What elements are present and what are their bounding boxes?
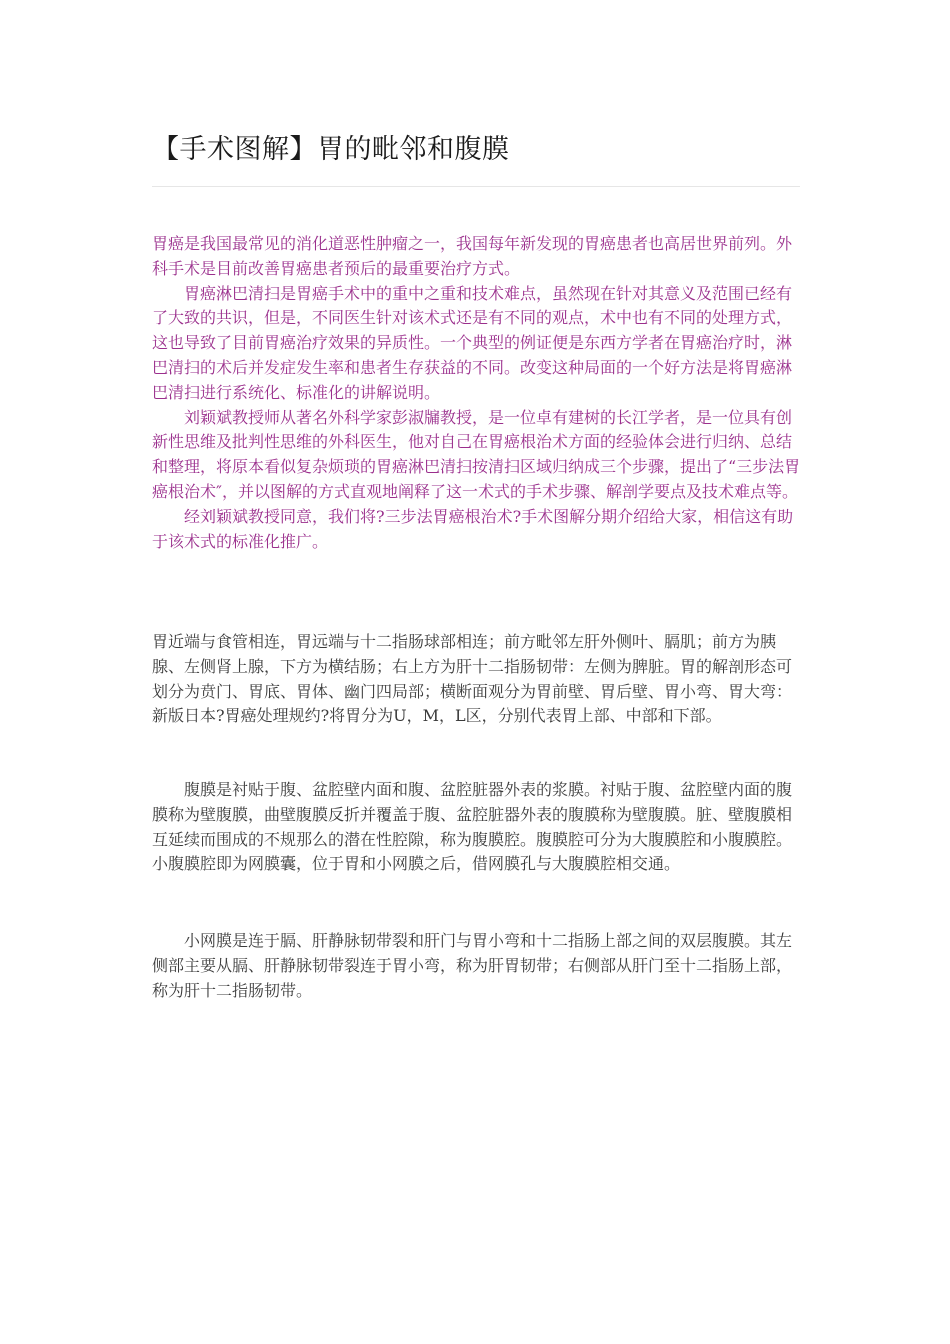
anatomy-section bbox=[152, 630, 802, 729]
intro-paragraph-3: 刘颖斌教授师从著名外科学家彭淑牖教授，是一位卓有建树的长江学者，是一位具有创新性思维及批判性思维的外科医生，他对自己在胃癌根治术方面的经验体会进行归纳、总结和整理，将原本看似复杂烦琐的胃癌淋巴清扫按清扫区域归纳成三个步骤，提出了“三步法胃癌根治术″，并以图解的方式直观地阐释了这一术式的手术步骤、解剖学要点及技术难点等。 bbox=[152, 407, 801, 501]
anatomy-paragraph: 胃近端与食管相连，胃远端与十二指肠球部相连；前方毗邻左肝外侧叶、膈肌；前方为胰腺、左侧肾上腺，下方为横结肠；右上方为肝十二指肠韧带：左侧为脾脏。胃的解剖形态可划分为贲门、胃底、胃体、幽门四局部；横断面观分为胃前壁、胃后壁、胃小弯、胃大弯：新版日本?胃癌处理规约?将胃分为U，M，L区，分别代表胃上部、中部和下部。 bbox=[152, 632, 793, 726]
page-title: 【手术图解】胃的毗邻和腹膜 bbox=[152, 134, 510, 165]
intro-paragraph-1: 胃癌是我国最常见的消化道恶性肿瘤之一，我国每年新发现的胃癌患者也高居世界前列。外科手术是目前改善胃癌患者预后的最重要治疗方式。 bbox=[152, 234, 793, 278]
peritoneum-paragraph: 腹膜是衬贴于腹、盆腔壁内面和腹、盆腔脏器外表的浆膜。衬贴于腹、盆腔壁内面的腹膜称为壁腹膜，曲壁腹膜反折并覆盖于腹、盆腔脏器外表的腹膜称为壁腹膜。脏、壁腹膜相互延续而围成的不规那么的潜在性腔隙，称为腹膜腔。腹膜腔可分为大腹膜腔和小腹膜腔。小腹膜腔即为网膜囊，位于胃和小网膜之后，借网膜孔与大腹膜腔相交通。 bbox=[152, 780, 793, 874]
intro-section bbox=[152, 232, 802, 554]
omentum-paragraph: 小网膜是连于膈、肝静脉韧带裂和肝门与胃小弯和十二指肠上部之间的双层腹膜。其左侧部主要从膈、肝静脉韧带裂连于胃小弯，称为肝胃韧带；右侧部从肝门至十二指肠上部，称为肝十二指肠韧带。 bbox=[152, 931, 793, 1000]
intro-paragraph-4: 经刘颖斌教授同意，我们将?三步法胃癌根治术?手术图解分期介绍给大家，相信这有助于该术式的标准化推广。 bbox=[152, 506, 794, 551]
omentum-section bbox=[152, 929, 802, 1003]
title-divider bbox=[152, 186, 800, 187]
peritoneum-section bbox=[152, 778, 802, 877]
intro-paragraph-2: 胃癌淋巴清扫是胃癌手术中的重中之重和技术难点，虽然现在针对其意义及范围已经有了大致的共识，但是，不同医生针对该术式还是有不同的观点，术中也有不同的处理方式，这也导致了目前胃癌治疗效果的异质性。一个典型的例证便是东西方学者在胃癌治疗时，淋巴清扫的术后并发症发生率和患者生存获益的不同。改变这种局面的一个好方法是将胃癌淋巴清扫进行系统化、标准化的讲解说明。 bbox=[152, 283, 793, 402]
